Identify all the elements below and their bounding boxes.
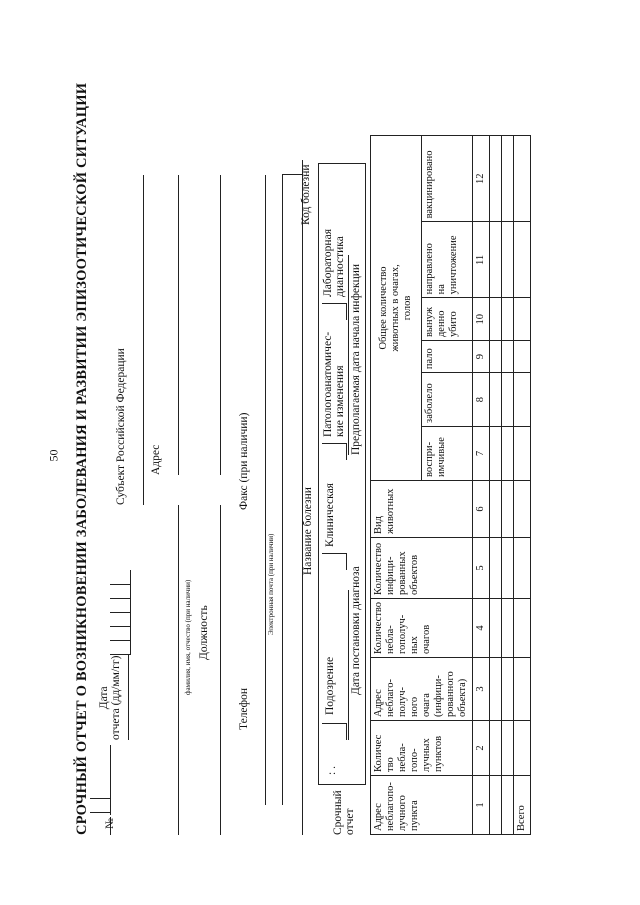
table-cell[interactable]	[513, 136, 530, 222]
col-header-foci-count: Количество небла- гополуч- ных очагов	[371, 598, 473, 657]
col-number: 12	[472, 136, 489, 222]
subject-field[interactable]	[143, 175, 144, 505]
sub-header-died: пало	[421, 341, 472, 373]
table-cell[interactable]	[501, 136, 513, 222]
phone-field[interactable]	[265, 585, 266, 805]
table-cell[interactable]	[489, 136, 501, 222]
col-number: 10	[472, 298, 489, 341]
table-cell[interactable]	[501, 658, 513, 721]
table-cell[interactable]	[513, 658, 530, 721]
table-cell[interactable]	[501, 537, 513, 598]
pathology-checkbox[interactable]	[322, 443, 347, 460]
email-caption: Электронная почта (при наличии)	[267, 533, 275, 635]
table-cell[interactable]	[513, 598, 530, 657]
fio-caption: фамилия, имя, отчество (при наличии)	[184, 579, 192, 695]
table-cell[interactable]	[501, 598, 513, 657]
col-header-points-count: Количес тво небла- гопо- лучных пунктов	[371, 721, 473, 776]
table-cell[interactable]	[513, 373, 530, 427]
total-row	[513, 136, 530, 835]
code-box[interactable]	[282, 160, 303, 175]
table-cell[interactable]	[489, 537, 501, 598]
table-cell[interactable]	[489, 373, 501, 427]
dots: : .	[326, 766, 338, 775]
subject-label: Субъект Российской Федерации	[115, 348, 127, 505]
position-field-2[interactable]	[220, 175, 221, 475]
page-title: СРОЧНЫЙ ОТЧЕТ О ВОЗНИКНОВЕНИИ ЗАБОЛЕВАНИЯ И РАЗВИТИИ ЭПИЗООТИЧЕСКОЙ СИТУАЦИИ	[74, 82, 90, 835]
fax-field[interactable]	[265, 175, 266, 585]
table-cell[interactable]	[489, 658, 501, 721]
table-cell[interactable]	[513, 222, 530, 298]
table-cell[interactable]	[501, 341, 513, 373]
col-number: 9	[472, 341, 489, 373]
col-number: 11	[472, 222, 489, 298]
col-number: 6	[472, 480, 489, 537]
date-box[interactable]	[110, 584, 131, 599]
sub-header-susceptible: воспри- имчивые	[421, 426, 472, 480]
table-cell[interactable]	[489, 222, 501, 298]
suspicion-label: Подозрение	[324, 656, 336, 715]
col-header-focus-address: Адрес неблаго- получ- ного очага (инфици- рованного объекта)	[371, 658, 473, 721]
suspicion-checkbox[interactable]	[322, 723, 347, 740]
col-number: 7	[472, 426, 489, 480]
infection-date-field[interactable]	[348, 255, 349, 455]
table-cell[interactable]	[489, 298, 501, 341]
col-number: 2	[472, 721, 489, 776]
col-number: 8	[472, 373, 489, 427]
col-group-header: Общее количество животных в очагах, голов	[371, 136, 422, 481]
col-number: 4	[472, 598, 489, 657]
column-number-row	[472, 136, 489, 835]
fio-field[interactable]	[178, 505, 179, 835]
total-label: Всего	[513, 776, 530, 835]
table-cell[interactable]	[513, 721, 530, 776]
table-cell[interactable]	[513, 537, 530, 598]
sub-header-destruction: направлено на уничтожение	[421, 222, 472, 298]
sub-header-killed: вынуж денно убито	[421, 298, 472, 341]
table-cell[interactable]	[489, 480, 501, 537]
number-box[interactable]	[90, 798, 111, 813]
table-cell[interactable]	[501, 480, 513, 537]
date-box[interactable]	[110, 598, 131, 613]
infection-date-label: Предполагаемая дата начала инфекции	[350, 263, 362, 455]
table-cell[interactable]	[501, 298, 513, 341]
table-cell[interactable]	[489, 721, 501, 776]
table-cell[interactable]	[513, 298, 530, 341]
sub-header-sick: заболело	[421, 373, 472, 427]
table-cell[interactable]	[501, 721, 513, 776]
table-row	[489, 136, 501, 835]
table-cell[interactable]	[501, 426, 513, 480]
date-box[interactable]	[110, 570, 131, 585]
table-cell[interactable]	[489, 426, 501, 480]
table-cell[interactable]	[501, 222, 513, 298]
table-cell[interactable]	[489, 776, 501, 835]
address-label: Адрес	[150, 444, 162, 475]
number-box[interactable]	[90, 784, 111, 799]
col-number: 5	[472, 537, 489, 598]
email-field[interactable]	[282, 175, 283, 805]
date-box[interactable]	[110, 626, 131, 641]
urgent-report-label: Срочный отчет	[332, 790, 356, 835]
position-label: Должность	[198, 605, 210, 660]
lab-label: Лабораторная диагностика	[322, 229, 346, 297]
clinical-label: Клиническая	[324, 483, 336, 547]
diagnosis-date-label: Дата постановки диагноза	[350, 566, 362, 695]
outbreak-table	[370, 135, 531, 835]
table-cell[interactable]	[489, 598, 501, 657]
fax-label: Факс (при наличии)	[238, 412, 250, 510]
diagnosis-date-field[interactable]	[348, 590, 349, 740]
date-box[interactable]	[110, 612, 131, 627]
rule	[128, 655, 129, 740]
table-cell[interactable]	[489, 341, 501, 373]
col-header-animal-type: Вид животных	[371, 480, 473, 537]
col-header-address-point: Адрес неблагопо- лучного пункта	[371, 776, 473, 835]
rule	[110, 745, 111, 815]
page-number: 50	[46, 449, 61, 462]
phone-label: Телефон	[238, 687, 250, 730]
address-field[interactable]	[178, 175, 179, 475]
position-field[interactable]	[220, 505, 221, 835]
number-label: №	[104, 818, 116, 829]
report-date-label: Дата отчета (дд/мм/гг)	[98, 655, 122, 740]
date-box[interactable]	[110, 640, 131, 655]
col-header-infected-objects: Количество инфици- рованных объектов	[371, 537, 473, 598]
table-cell[interactable]	[513, 426, 530, 480]
report-form	[70, 82, 530, 835]
clinical-checkbox[interactable]	[322, 553, 347, 570]
table-row	[501, 136, 513, 835]
table-cell[interactable]	[501, 373, 513, 427]
pathology-label: Патологоанатомичес- кие изменения	[322, 331, 346, 437]
col-number: 3	[472, 658, 489, 721]
table-cell[interactable]	[513, 480, 530, 537]
col-number: 1	[472, 776, 489, 835]
lab-checkbox[interactable]	[322, 303, 347, 320]
disease-code-label: Код болезни	[300, 164, 312, 225]
table-cell[interactable]	[513, 341, 530, 373]
sub-header-vaccinated: вакцинировано	[421, 136, 472, 222]
table-cell[interactable]	[501, 776, 513, 835]
disease-name-label: Название болезни	[302, 487, 314, 575]
